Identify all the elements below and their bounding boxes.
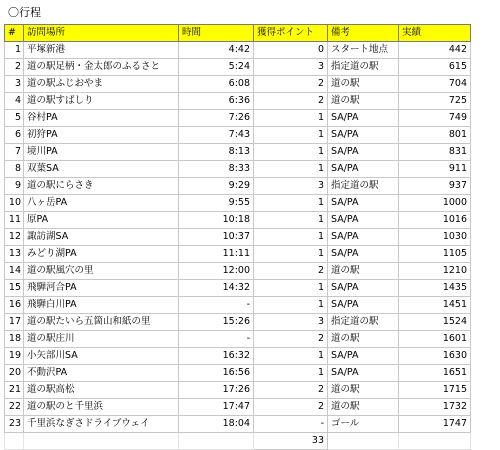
header-cell-place[interactable]: 訪問場所 xyxy=(24,25,179,42)
cell-number[interactable]: 15 xyxy=(5,280,24,297)
cell-time[interactable]: 6:36 xyxy=(179,93,254,110)
cell-time[interactable]: 8:13 xyxy=(179,144,254,161)
cell-note[interactable]: スタート地点 xyxy=(328,42,399,59)
table-row xyxy=(5,314,471,331)
cell-place[interactable]: 諏訪湖SA xyxy=(24,229,179,246)
cell-time[interactable]: 10:18 xyxy=(179,212,254,229)
cell-time[interactable]: 10:37 xyxy=(179,229,254,246)
table-row xyxy=(5,212,471,229)
cell-actual[interactable]: 725 xyxy=(399,93,471,110)
cell-points[interactable]: 2 xyxy=(254,331,328,348)
table-row xyxy=(5,93,471,110)
cell-points[interactable]: 1 xyxy=(254,212,328,229)
cell-time[interactable]: 16:32 xyxy=(179,348,254,365)
sheet-title: 〇行程 xyxy=(8,6,41,19)
cell-points[interactable]: 3 xyxy=(254,59,328,76)
cell-note[interactable]: 道の駅 xyxy=(328,263,399,280)
table-row xyxy=(5,416,471,433)
cell-points[interactable]: 2 xyxy=(254,76,328,93)
cell-time[interactable]: 7:43 xyxy=(179,127,254,144)
cell-points[interactable]: 3 xyxy=(254,314,328,331)
cell-number[interactable]: 14 xyxy=(5,263,24,280)
header-cell-note[interactable]: 備考 xyxy=(328,25,399,42)
cell-note[interactable]: 道の駅 xyxy=(328,399,399,416)
cell-points[interactable]: 1 xyxy=(254,365,328,382)
cell-actual[interactable]: 1524 xyxy=(399,314,471,331)
cell-number[interactable]: 1 xyxy=(5,42,24,59)
cell-time[interactable]: 4:42 xyxy=(179,42,254,59)
cell-actual[interactable]: 801 xyxy=(399,127,471,144)
cell-time[interactable]: 14:32 xyxy=(179,280,254,297)
cell-time[interactable]: 12:00 xyxy=(179,263,254,280)
cell-note[interactable]: SA/PA xyxy=(328,246,399,263)
cell-actual[interactable]: 1105 xyxy=(399,246,471,263)
cell-place[interactable]: 道の駅庄川 xyxy=(24,331,179,348)
cell-note[interactable]: SA/PA xyxy=(328,348,399,365)
total-blank-cell[interactable] xyxy=(5,433,24,450)
cell-actual[interactable]: 831 xyxy=(399,144,471,161)
cell-number[interactable]: 11 xyxy=(5,212,24,229)
cell-number[interactable]: 13 xyxy=(5,246,24,263)
cell-points[interactable]: 1 xyxy=(254,229,328,246)
cell-points[interactable]: 1 xyxy=(254,246,328,263)
table-body xyxy=(5,42,471,433)
cell-points[interactable]: 1 xyxy=(254,195,328,212)
header-row xyxy=(5,25,471,42)
cell-actual[interactable]: 1715 xyxy=(399,382,471,399)
cell-time[interactable]: 17:26 xyxy=(179,382,254,399)
cell-place[interactable]: 道の駅たいら五箇山和紙の里 xyxy=(24,314,179,331)
cell-place[interactable]: 境川PA xyxy=(24,144,179,161)
cell-time[interactable]: 8:33 xyxy=(179,161,254,178)
header-cell-time[interactable]: 時間 xyxy=(179,25,254,42)
cell-points[interactable]: 2 xyxy=(254,93,328,110)
cell-number[interactable]: 9 xyxy=(5,178,24,195)
cell-time[interactable]: 17:47 xyxy=(179,399,254,416)
table-row xyxy=(5,246,471,263)
cell-actual[interactable]: 704 xyxy=(399,76,471,93)
cell-points[interactable]: 2 xyxy=(254,382,328,399)
cell-time[interactable]: 11:11 xyxy=(179,246,254,263)
table-row xyxy=(5,365,471,382)
cell-number[interactable]: 8 xyxy=(5,161,24,178)
table-row xyxy=(5,348,471,365)
cell-place[interactable]: 平塚新港 xyxy=(24,42,179,59)
table-row xyxy=(5,76,471,93)
cell-actual[interactable]: 442 xyxy=(399,42,471,59)
header-cell-actual[interactable]: 実績 xyxy=(399,25,471,42)
cell-number[interactable]: 6 xyxy=(5,127,24,144)
cell-note[interactable]: SA/PA xyxy=(328,161,399,178)
table-row xyxy=(5,195,471,212)
cell-note[interactable]: 指定道の駅 xyxy=(328,59,399,76)
cell-actual[interactable]: 1651 xyxy=(399,365,471,382)
cell-number[interactable]: 23 xyxy=(5,416,24,433)
cell-time[interactable]: 7:26 xyxy=(179,110,254,127)
cell-note[interactable]: SA/PA xyxy=(328,229,399,246)
table-row xyxy=(5,280,471,297)
cell-actual[interactable]: 1435 xyxy=(399,280,471,297)
cell-note[interactable]: SA/PA xyxy=(328,144,399,161)
cell-note[interactable]: 道の駅 xyxy=(328,76,399,93)
cell-place[interactable]: 道の駅のと千里浜 xyxy=(24,399,179,416)
cell-place[interactable]: 飛騨河合PA xyxy=(24,280,179,297)
cell-place[interactable]: 双葉SA xyxy=(24,161,179,178)
cell-note[interactable]: 道の駅 xyxy=(328,382,399,399)
cell-place[interactable]: みどり湖PA xyxy=(24,246,179,263)
cell-time[interactable]: 6:08 xyxy=(179,76,254,93)
cell-number[interactable]: 19 xyxy=(5,348,24,365)
cell-actual[interactable]: 937 xyxy=(399,178,471,195)
cell-time[interactable]: 9:55 xyxy=(179,195,254,212)
cell-number[interactable]: 2 xyxy=(5,59,24,76)
cell-points[interactable]: 2 xyxy=(254,263,328,280)
cell-place[interactable]: 道の駅高松 xyxy=(24,382,179,399)
total-blank-cell[interactable] xyxy=(328,433,399,450)
total-blank-cell[interactable] xyxy=(24,433,179,450)
cell-number[interactable]: 4 xyxy=(5,93,24,110)
cell-note[interactable]: 道の駅 xyxy=(328,331,399,348)
cell-place[interactable]: 千里浜なぎさドライブウェイ xyxy=(24,416,179,433)
cell-points[interactable]: 1 xyxy=(254,280,328,297)
cell-note[interactable]: SA/PA xyxy=(328,280,399,297)
cell-actual[interactable]: 1601 xyxy=(399,331,471,348)
cell-place[interactable]: 道の駅すばしり xyxy=(24,93,179,110)
table-row xyxy=(5,59,471,76)
cell-place[interactable]: 谷村PA xyxy=(24,110,179,127)
cell-place[interactable]: 道の駅にらさき xyxy=(24,178,179,195)
cell-points[interactable]: 2 xyxy=(254,399,328,416)
cell-number[interactable]: 16 xyxy=(5,297,24,314)
cell-points[interactable]: - xyxy=(254,416,328,433)
cell-number[interactable]: 17 xyxy=(5,314,24,331)
cell-place[interactable]: 道の駅ふじおやま xyxy=(24,76,179,93)
cell-number[interactable]: 3 xyxy=(5,76,24,93)
cell-note[interactable]: 指定道の駅 xyxy=(328,178,399,195)
cell-number[interactable]: 21 xyxy=(5,382,24,399)
cell-actual[interactable]: 1747 xyxy=(399,416,471,433)
cell-actual[interactable]: 911 xyxy=(399,161,471,178)
table-row xyxy=(5,331,471,348)
cell-actual[interactable]: 1630 xyxy=(399,348,471,365)
cell-actual[interactable]: 749 xyxy=(399,110,471,127)
cell-number[interactable]: 22 xyxy=(5,399,24,416)
total-blank-cell[interactable] xyxy=(179,433,254,450)
cell-place[interactable]: 不動沢PA xyxy=(24,365,179,382)
cell-note[interactable]: 指定道の駅 xyxy=(328,314,399,331)
cell-points[interactable]: 1 xyxy=(254,348,328,365)
table-row xyxy=(5,144,471,161)
total-blank-cell[interactable] xyxy=(399,433,471,450)
cell-points[interactable]: 1 xyxy=(254,297,328,314)
cell-number[interactable]: 10 xyxy=(5,195,24,212)
cell-time[interactable]: 5:24 xyxy=(179,59,254,76)
cell-number[interactable]: 7 xyxy=(5,144,24,161)
table-row xyxy=(5,297,471,314)
cell-note[interactable]: ゴール xyxy=(328,416,399,433)
header-cell-points[interactable]: 獲得ポイント xyxy=(254,25,328,42)
cell-place[interactable]: 道の駅足柄・金太郎のふるさと xyxy=(24,59,179,76)
cell-number[interactable]: 5 xyxy=(5,110,24,127)
cell-number[interactable]: 20 xyxy=(5,365,24,382)
cell-place[interactable]: 原PA xyxy=(24,212,179,229)
cell-note[interactable]: SA/PA xyxy=(328,365,399,382)
cell-note[interactable]: SA/PA xyxy=(328,297,399,314)
cell-actual[interactable]: 1451 xyxy=(399,297,471,314)
cell-actual[interactable]: 1016 xyxy=(399,212,471,229)
cell-actual[interactable]: 1000 xyxy=(399,195,471,212)
cell-actual[interactable]: 1030 xyxy=(399,229,471,246)
cell-actual[interactable]: 615 xyxy=(399,59,471,76)
table-row xyxy=(5,399,471,416)
cell-points[interactable]: 1 xyxy=(254,144,328,161)
cell-note[interactable]: SA/PA xyxy=(328,212,399,229)
cell-time[interactable]: 15:26 xyxy=(179,314,254,331)
table-row xyxy=(5,110,471,127)
cell-points[interactable]: 1 xyxy=(254,127,328,144)
header-cell-number[interactable]: # xyxy=(5,25,24,42)
cell-actual[interactable]: 1732 xyxy=(399,399,471,416)
table-row xyxy=(5,42,471,59)
table-row xyxy=(5,263,471,280)
cell-number[interactable]: 18 xyxy=(5,331,24,348)
cell-time[interactable]: 18:04 xyxy=(179,416,254,433)
table-row xyxy=(5,127,471,144)
cell-points[interactable]: 0 xyxy=(254,42,328,59)
table-row xyxy=(5,382,471,399)
cell-note[interactable]: SA/PA xyxy=(328,127,399,144)
table-row xyxy=(5,161,471,178)
cell-place[interactable]: 飛騨白川PA xyxy=(24,297,179,314)
cell-points[interactable]: 3 xyxy=(254,178,328,195)
cell-place[interactable]: 八ヶ岳PA xyxy=(24,195,179,212)
cell-points[interactable]: 1 xyxy=(254,110,328,127)
cell-place[interactable]: 道の駅風穴の里 xyxy=(24,263,179,280)
cell-points[interactable]: 1 xyxy=(254,161,328,178)
cell-time[interactable]: 9:29 xyxy=(179,178,254,195)
itinerary-table xyxy=(4,24,471,450)
cell-number[interactable]: 12 xyxy=(5,229,24,246)
cell-note[interactable]: 道の駅 xyxy=(328,93,399,110)
cell-time[interactable]: - xyxy=(179,331,254,348)
cell-place[interactable]: 初狩PA xyxy=(24,127,179,144)
table-row xyxy=(5,178,471,195)
cell-note[interactable]: SA/PA xyxy=(328,195,399,212)
cell-time[interactable]: - xyxy=(179,297,254,314)
cell-place[interactable]: 小矢部川SA xyxy=(24,348,179,365)
cell-note[interactable]: SA/PA xyxy=(328,110,399,127)
table-row xyxy=(5,229,471,246)
cell-actual[interactable]: 1210 xyxy=(399,263,471,280)
total-row xyxy=(5,433,471,450)
total-points-cell[interactable]: 33 xyxy=(254,433,328,450)
cell-time[interactable]: 16:56 xyxy=(179,365,254,382)
